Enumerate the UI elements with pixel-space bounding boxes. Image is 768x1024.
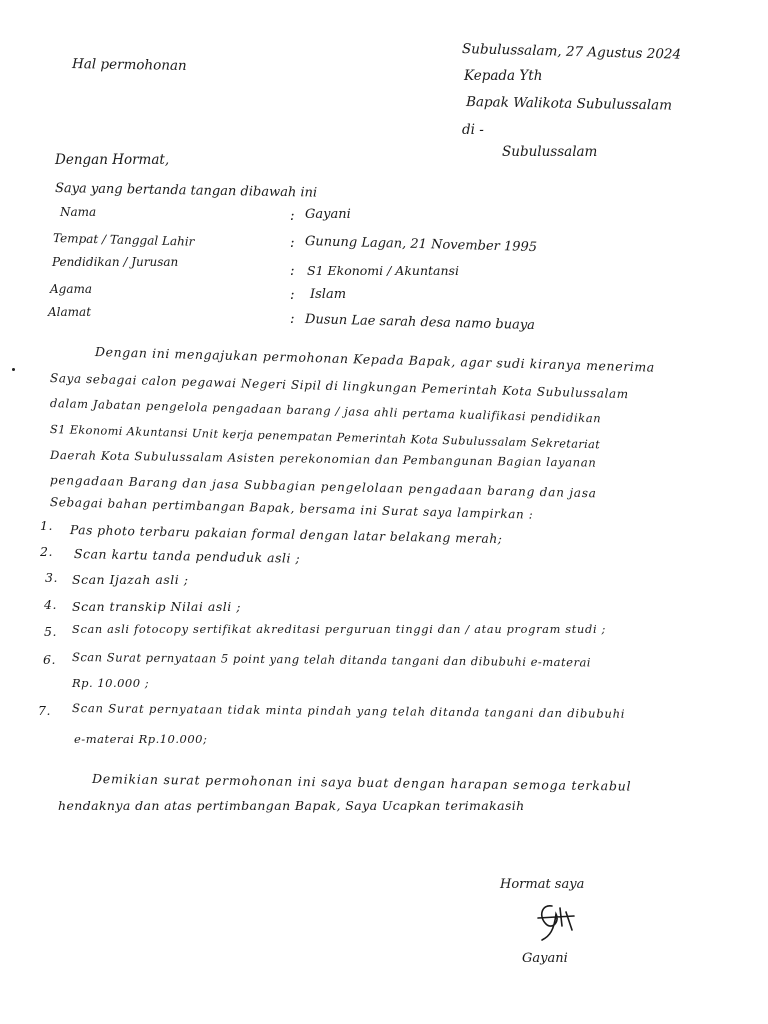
signoff-regards: Hormat saya xyxy=(500,877,585,892)
list-item-text: Scan asli fotocopy sertifikat akreditasi perguruan tinggi dan / atau program studi ; xyxy=(72,623,607,636)
identity-value: Gunung Lagan, 21 November 1995 xyxy=(304,234,538,256)
recipient-name: Bapak Walikota Subulussalam xyxy=(465,94,673,114)
list-item-text: Rp. 10.000 ; xyxy=(72,676,150,690)
recipient-at: di - xyxy=(462,122,484,138)
body-line: dalam Jabatan pengelola pengadaan barang / jasa ahli pertama kualifikasi pendidikan xyxy=(49,396,602,426)
identity-value: Dusun Lae sarah desa namo buaya xyxy=(304,312,536,334)
signoff-name: Gayani xyxy=(522,951,568,966)
identity-colon: : xyxy=(290,263,295,279)
identity-colon: : xyxy=(290,208,295,224)
identity-label: Agama xyxy=(50,282,93,296)
list-item-text: Scan kartu tanda penduduk asli ; xyxy=(73,546,301,566)
identity-label: Alamat xyxy=(48,305,92,319)
identity-label: Tempat / Tanggal Lahir xyxy=(52,231,195,249)
recipient-city: Subulussalam xyxy=(502,144,598,160)
identity-value: S1 Ekonomi / Akuntansi xyxy=(307,263,459,278)
body-line: Dengan ini mengajukan permohonan Kepada Bapak, agar sudi kiranya menerima xyxy=(94,344,656,375)
identity-label: Pendidikan / Jurusan xyxy=(52,255,179,269)
list-item-number: 3. xyxy=(45,570,58,585)
list-item-text: e-materai Rp.10.000; xyxy=(74,732,208,746)
list-item-number: 5. xyxy=(44,624,57,639)
greeting: Dengan Hormat, xyxy=(55,152,170,168)
identity-label: Nama xyxy=(60,205,97,219)
place-date: Subulussalam, 27 Agustus 2024 xyxy=(461,41,682,63)
letter-subject: Hal permohonan xyxy=(71,56,187,75)
greeting-intro: Saya yang bertanda tangan dibawah ini xyxy=(54,181,318,201)
list-item-number: 1. xyxy=(40,518,53,533)
list-item-text: Scan Surat pernyataan tidak minta pindah yang telah ditanda tangani dan dibubuhi xyxy=(71,701,626,721)
signature xyxy=(530,900,580,944)
identity-colon: : xyxy=(290,235,295,251)
identity-value: Gayani xyxy=(305,207,351,222)
recipient-to-line: Kepada Yth xyxy=(464,68,543,84)
body-line: pengadaan Barang dan jasa Subbagian pengelolaan pengadaan barang dan jasa xyxy=(49,473,597,501)
closing-line: Demikian surat permohonan ini saya buat dengan harapan semoga terkabul xyxy=(91,771,632,794)
identity-colon: : xyxy=(290,287,295,303)
list-item-number: 7. xyxy=(38,703,51,718)
list-item-text: Pas photo terbaru pakaian formal dengan latar belakang merah; xyxy=(69,523,503,547)
list-item-text: Scan Ijazah asli ; xyxy=(72,572,189,587)
identity-colon: : xyxy=(290,311,295,327)
body-line: Sebagai bahan pertimbangan Bapak, bersama ini Surat saya lampirkan : xyxy=(49,495,534,522)
ink-dot xyxy=(12,368,15,371)
list-item-number: 6. xyxy=(43,652,56,667)
body-line: Daerah Kota Subulussalam Asisten perekonomian dan Pembangunan Bagian layanan xyxy=(49,448,597,470)
body-line: S1 Ekonomi Akuntansi Unit kerja penempatan Pemerintah Kota Subulussalam Sekretariat xyxy=(49,423,601,452)
body-line: Saya sebagai calon pegawai Negeri Sipil di lingkungan Pemerintah Kota Subulussalam xyxy=(49,371,629,402)
closing-line: hendaknya dan atas pertimbangan Bapak, Saya Ucapkan terimakasih xyxy=(58,798,525,813)
list-item-number: 2. xyxy=(40,544,53,559)
identity-value: Islam xyxy=(310,287,347,302)
list-item-text: Scan Surat pernyataan 5 point yang telah ditanda tangani dan dibubuhi e-materai xyxy=(71,650,592,670)
list-item-number: 4. xyxy=(44,597,57,612)
list-item-text: Scan transkip Nilai asli ; xyxy=(72,599,241,614)
